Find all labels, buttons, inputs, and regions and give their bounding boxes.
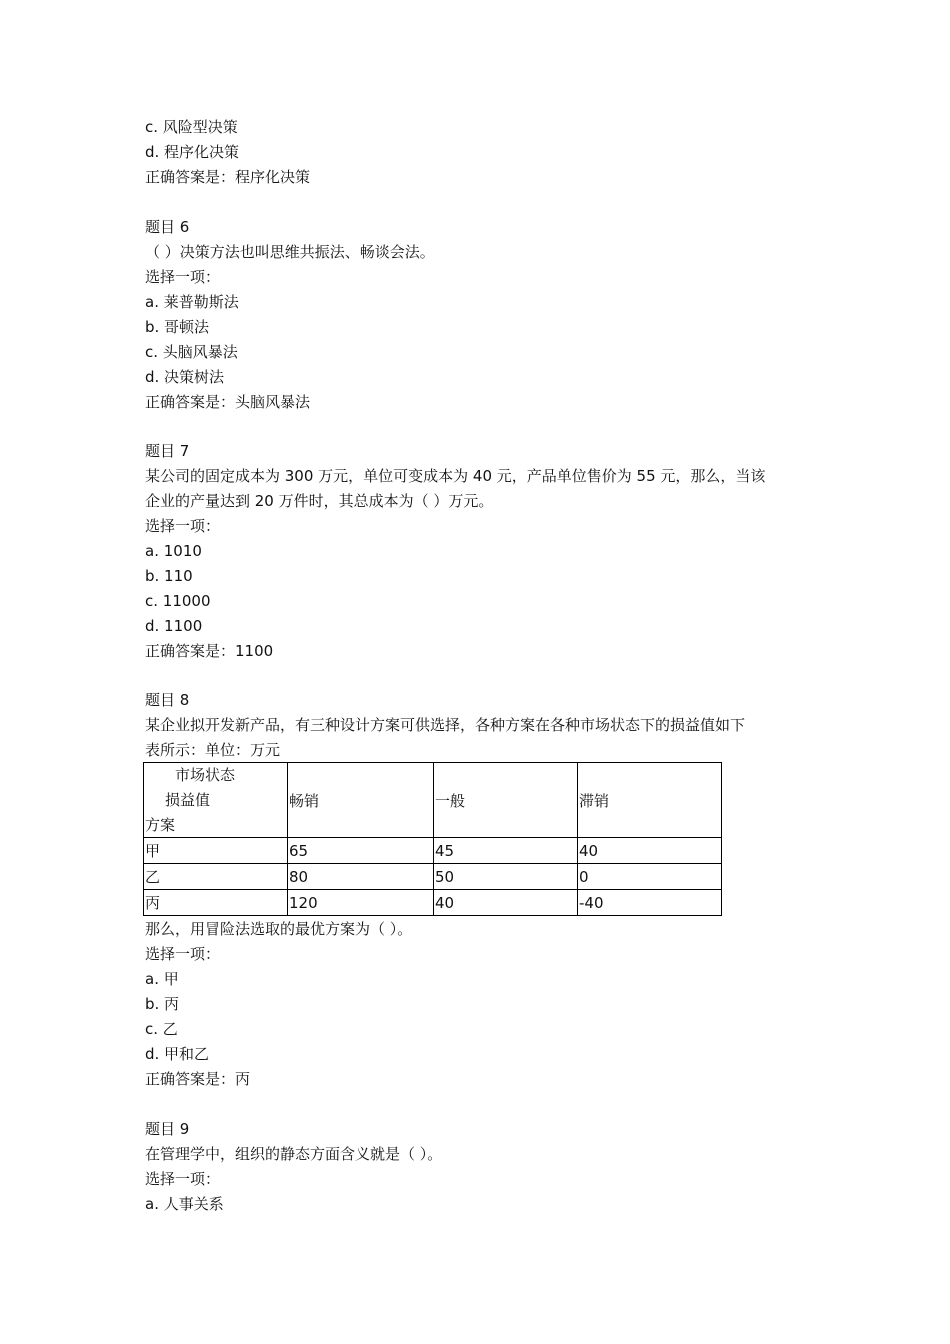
q6-option-d: d. 决策树法 — [145, 368, 225, 386]
q8-stem-after: 那么，用冒险法选取的最优方案为（ ）。 — [145, 920, 413, 938]
table-cell: 120 — [288, 890, 434, 916]
q8-prompt: 选择一项： — [145, 945, 221, 963]
q9-stem: 在管理学中，组织的静态方面含义就是（ ）。 — [145, 1145, 443, 1163]
q6-title: 题目 6 — [145, 218, 190, 236]
q8-stem-line1: 某企业拟开发新产品，有三种设计方案可供选择，各种方案在各种市场状态下的损益值如下 — [145, 716, 746, 734]
corner-payoff-value: 损益值 — [165, 791, 211, 809]
q8-stem-line2: 表所示：单位：万元 — [145, 741, 281, 759]
q7-option-a: a. 1010 — [145, 542, 202, 560]
q6-prompt: 选择一项： — [145, 268, 221, 286]
table-cell: 40 — [578, 838, 722, 864]
q5-option-c: c. 风险型决策 — [145, 118, 238, 136]
q7-option-b: b. 110 — [145, 567, 193, 585]
q7-option-d: d. 1100 — [145, 617, 203, 635]
q8-answer: 正确答案是：丙 — [145, 1070, 251, 1088]
table-cell: -40 — [578, 890, 722, 916]
q7-option-c: c. 11000 — [145, 592, 211, 610]
table-header-cell: 畅销 — [288, 763, 434, 838]
q7-prompt: 选择一项： — [145, 517, 221, 535]
q7-stem-line2: 企业的产量达到 20 万件时，其总成本为（ ）万元。 — [145, 492, 494, 510]
q9-prompt: 选择一项： — [145, 1170, 221, 1188]
q8-title: 题目 8 — [145, 691, 190, 709]
table-cell: 65 — [288, 838, 434, 864]
table-cell: 40 — [434, 890, 578, 916]
q8-option-d: d. 甲和乙 — [145, 1045, 210, 1063]
table-header-row — [144, 763, 722, 838]
q6-option-c: c. 头脑风暴法 — [145, 343, 238, 361]
table-row-label: 甲 — [144, 838, 288, 864]
table-cell: 50 — [434, 864, 578, 890]
table-row — [144, 838, 722, 864]
table-header-cell: 一般 — [434, 763, 578, 838]
table-cell: 80 — [288, 864, 434, 890]
q8-option-b: b. 丙 — [145, 995, 180, 1013]
q7-stem-line1: 某公司的固定成本为 300 万元，单位可变成本为 40 元，产品单位售价为 55 元，那么，当该 — [145, 467, 766, 485]
corner-plan: 方案 — [145, 816, 176, 834]
q5-option-d: d. 程序化决策 — [145, 143, 240, 161]
table-row-label: 丙 — [144, 890, 288, 916]
q6-answer: 正确答案是：头脑风暴法 — [145, 393, 311, 411]
table-row — [144, 864, 722, 890]
q8-option-a: a. 甲 — [145, 970, 179, 988]
table-corner-cell — [144, 763, 288, 838]
q9-option-a: a. 人事关系 — [145, 1195, 224, 1213]
table-row — [144, 890, 722, 916]
q9-title: 题目 9 — [145, 1120, 190, 1138]
q6-option-b: b. 哥顿法 — [145, 318, 210, 336]
q6-stem: （ ）决策方法也叫思维共振法、畅谈会法。 — [145, 243, 435, 261]
table-cell: 45 — [434, 838, 578, 864]
payoff-table — [143, 762, 722, 916]
q8-option-c: c. 乙 — [145, 1020, 178, 1038]
table-cell: 0 — [578, 864, 722, 890]
q7-title: 题目 7 — [145, 442, 190, 460]
table-row-label: 乙 — [144, 864, 288, 890]
q5-answer: 正确答案是：程序化决策 — [145, 168, 311, 186]
q7-answer: 正确答案是：1100 — [145, 642, 274, 660]
q6-option-a: a. 莱普勒斯法 — [145, 293, 239, 311]
corner-market-state: 市场状态 — [175, 766, 236, 784]
table-header-cell: 滞销 — [578, 763, 722, 838]
